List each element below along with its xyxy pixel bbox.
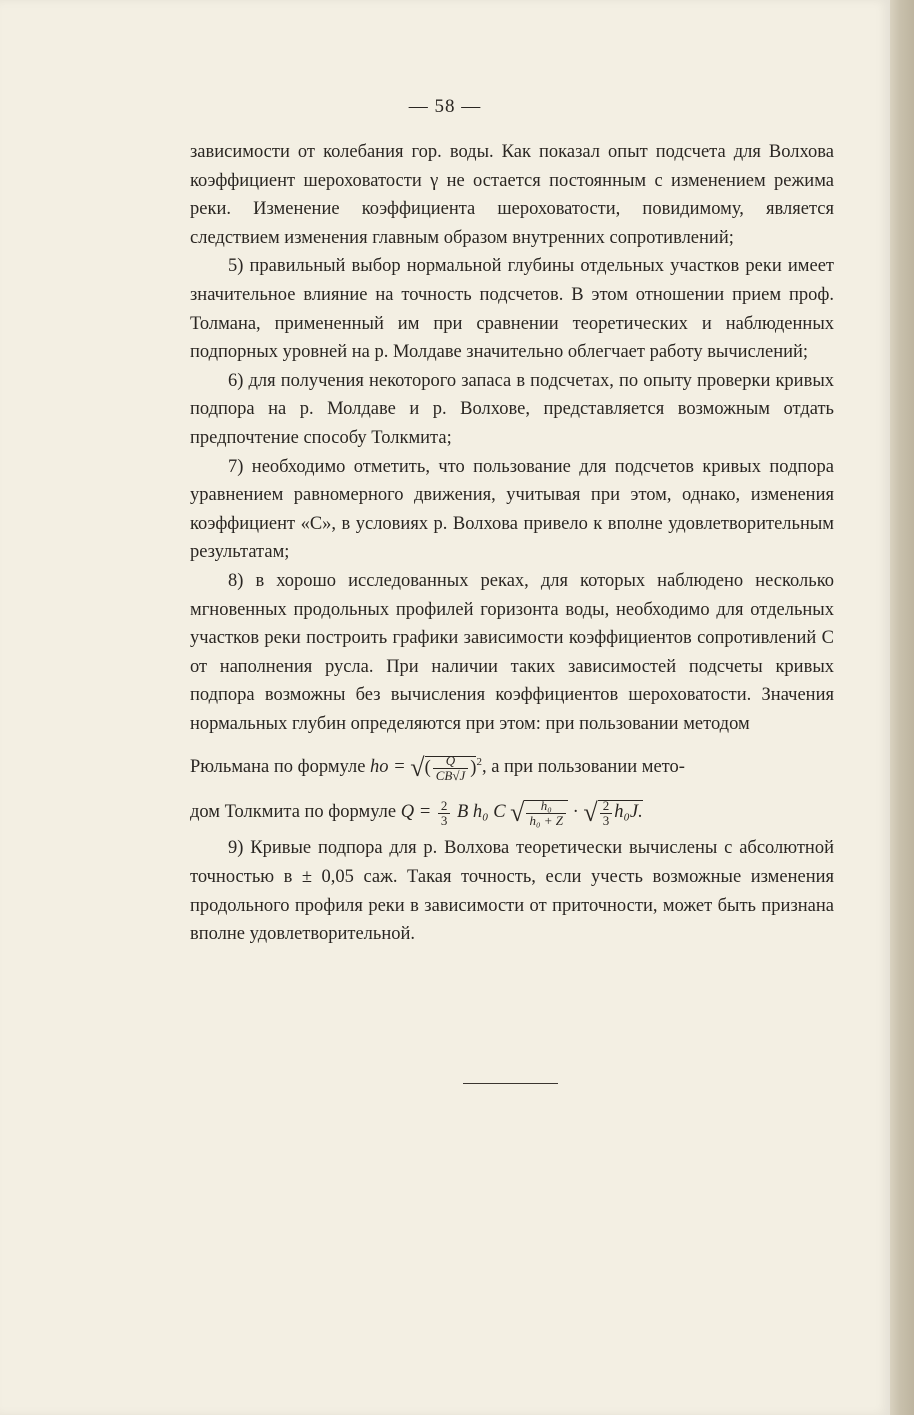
formula-2-frac-a-num: 2 bbox=[438, 799, 451, 814]
formula-1-tail: , а при пользовании мето- bbox=[481, 757, 685, 778]
formula-2-frac-b-den: h₀ + Z bbox=[529, 812, 563, 828]
formula-1-fraction bbox=[433, 754, 469, 783]
formula-2-frac-c bbox=[600, 799, 613, 828]
formula-2-lhs: Q = bbox=[400, 802, 432, 823]
radical-sign-3: √ bbox=[583, 798, 598, 828]
formula-2-radicand-1 bbox=[524, 797, 568, 828]
formula-2-end: h₀J. bbox=[614, 802, 643, 823]
formula-1-num: Q bbox=[433, 754, 469, 769]
paragraph-6: 6) для получения некоторого запаса в подсчетах, по опыту проверки кривых подпора на р. Молдаве и р. Волхове, представляется возможным отдать предпочтение способу Толкмита; bbox=[190, 370, 834, 448]
formula-1-lhs: ho = bbox=[370, 757, 406, 778]
formula-2-frac-a-den: 3 bbox=[440, 812, 448, 828]
formula-2-frac-c-den: 3 bbox=[602, 812, 610, 828]
page-number: — 58 — bbox=[408, 96, 482, 117]
formula-2-frac-c-num: 2 bbox=[600, 799, 613, 814]
formula-2-dot: · bbox=[572, 802, 579, 823]
paragraph-9: 9) Кривые подпора для р. Волхова теоретически вычислены с абсолютной точностью в ± 0,05 саж. Такая точность, если учесть возможные изменения продольного профиля реки в зависимости от приточности, может быть признана вполне удовлетворительной. bbox=[190, 838, 834, 945]
formula-1-den: CB√J bbox=[435, 767, 466, 783]
formula-1-power: 2 bbox=[476, 756, 482, 769]
formula-2-frac-b-num: h₀ bbox=[526, 799, 566, 814]
formula-1-lead: Рюльмана по формуле bbox=[190, 757, 366, 778]
formula-2-mid: B h₀ C bbox=[456, 802, 506, 823]
paragraph-7: 7) необходимо отметить, что пользование для подсчетов кривых подпора уравнением равномерного движения, учитывая при этом, однако, изменения коэффициент «C», в условиях р. Волхова привело к вполне удовлетворительным результатам; bbox=[190, 456, 834, 563]
formula-tolkmitt-line bbox=[190, 790, 834, 834]
radical-sign-2: √ bbox=[510, 798, 525, 828]
closing-rule bbox=[463, 1083, 558, 1084]
formula-2-frac-b bbox=[526, 799, 566, 828]
formula-1-radicand: ( $\frac{Q}{CB√J}$ ) bbox=[424, 752, 477, 783]
formula-2-radicand-2 bbox=[598, 797, 643, 828]
paragraph-8: 8) в хорошо исследованных реках, для которых наблюдено несколько мгновенных продольных профилей горизонта воды, необходимо для отдельных участков реки построить графики зависимости коэффициентов сопротивлений C от наполнения русла. При наличии таких зависимостей подсчеты кривых подпора возможны без вычисления коэффициентов шероховатости. Значения нормальных глубин определяются при этом: при пользовании методом bbox=[190, 570, 834, 734]
body-text bbox=[190, 138, 834, 949]
formula-2-lead: дом Толкмита по формуле bbox=[190, 802, 397, 823]
page-edge-shadow bbox=[890, 0, 914, 1415]
radical-sign: √ bbox=[410, 753, 425, 783]
formula-rulmann-line bbox=[190, 742, 834, 782]
formula-2-frac-a bbox=[438, 799, 451, 828]
paragraph-5: 5) правильный выбор нормальной глубины отдельных участков реки имеет значительное влияние на точность подсчетов. В этом отношении прием проф. Толмана, примененный им при сравнении теоретических и наблюденных подпорных уровней на р. Молдаве значительно облегчает работу вычислений; bbox=[190, 256, 834, 363]
paragraph-continuation: зависимости от колебания гор. воды. Как показал опыт подсчета для Волхова коэффициент шероховатости γ не остается постоянным с изменением режима реки. Изменение коэффициента шероховатости, повидимому, является следствием изменения главным образом внутренних сопротивлений; bbox=[190, 142, 834, 248]
